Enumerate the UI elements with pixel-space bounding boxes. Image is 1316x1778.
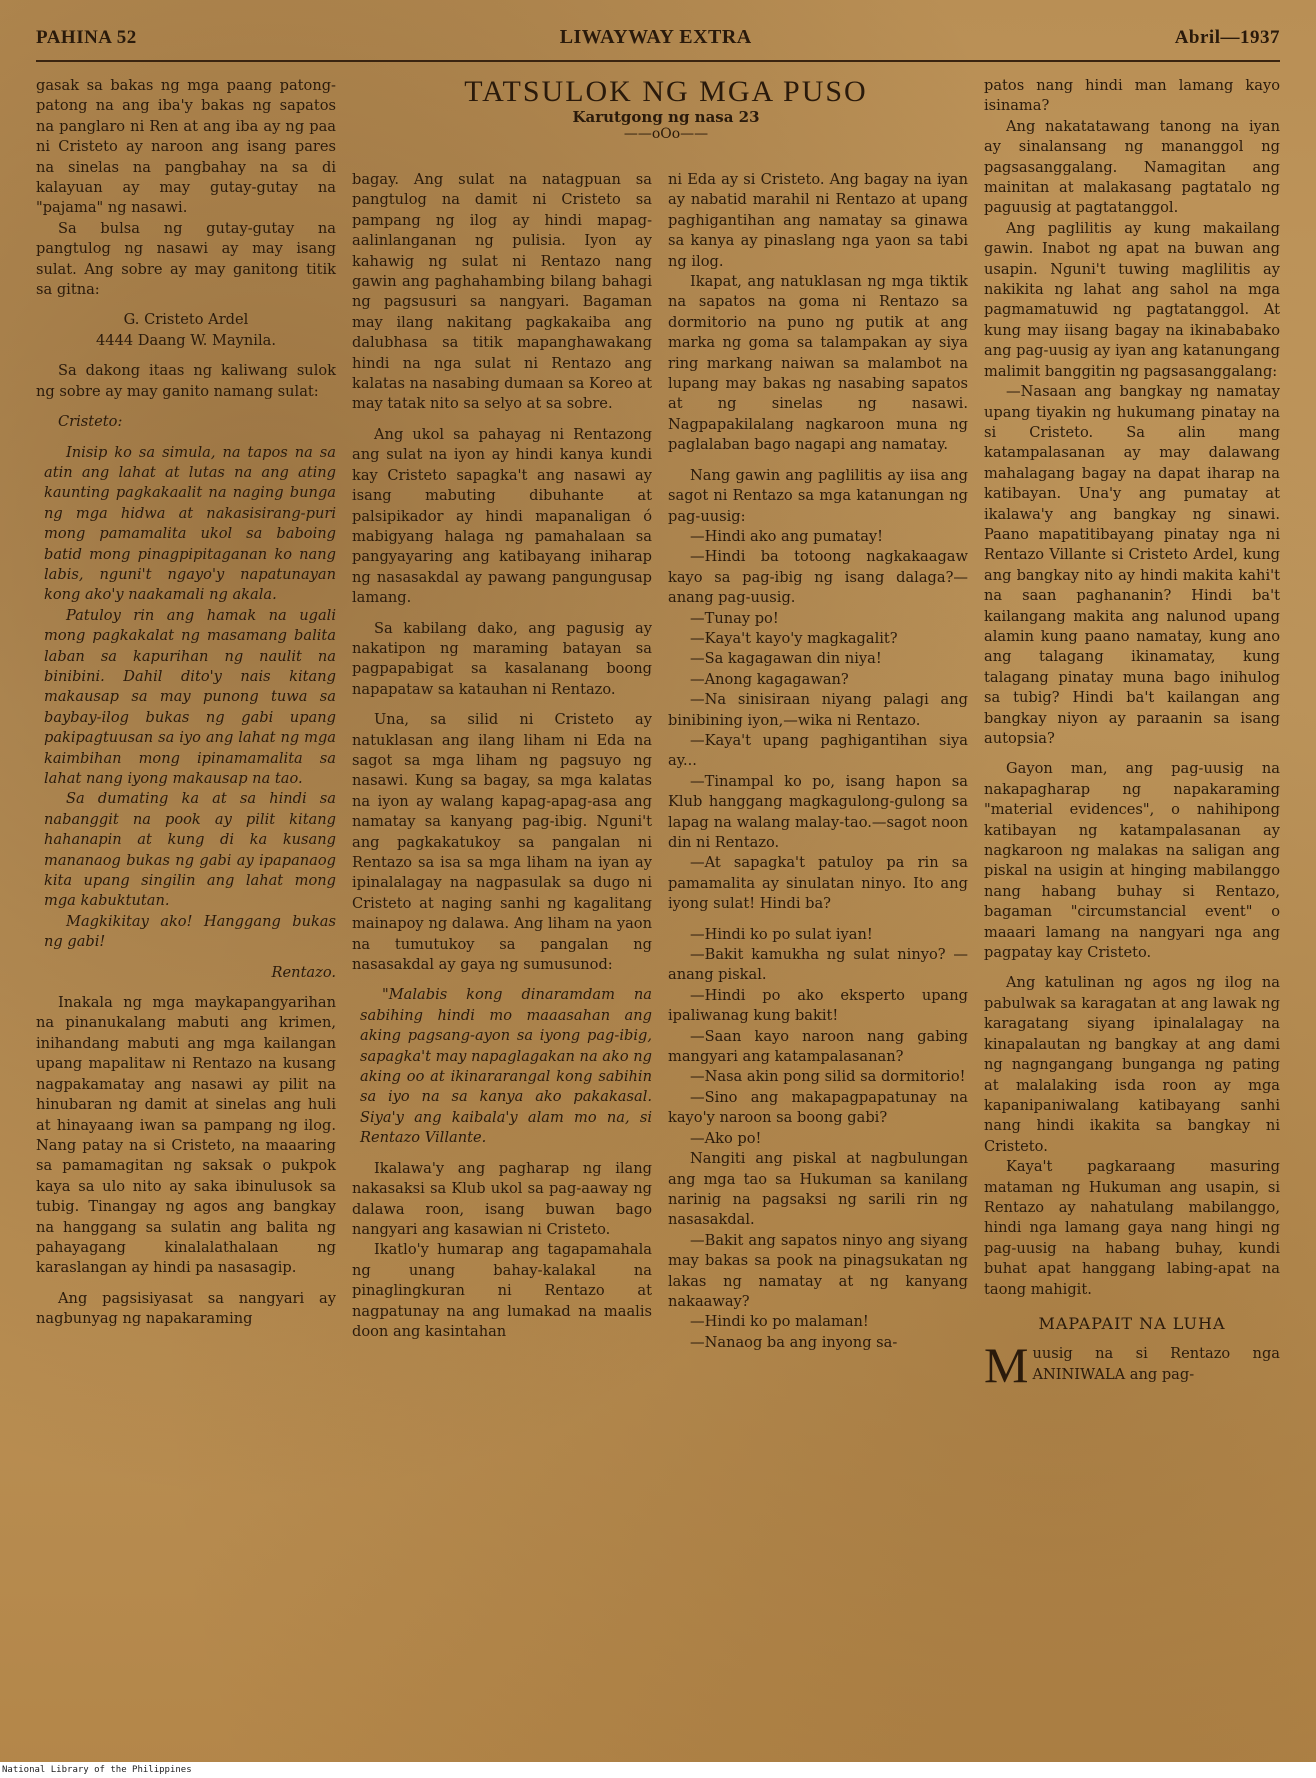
article-title: TATSULOK NG MGA PUSO (464, 75, 868, 108)
dialogue-line: —Hindi po ako eksperto upang ipaliwanag kung bakit! (668, 986, 968, 1025)
section-heading: MAPAPAIT NA LUHA (1038, 1313, 1226, 1333)
paragraph: ni Eda ay si Cristeto. Ang bagay na iyan ay nabatid marahil ni Rentazo at upang paghigantihan ang namatay sa ginawa sa kanya ay pinaslang nga yaon sa tabi ng ilog. (668, 171, 968, 270)
paragraph: Nang gawin ang paglilitis ay iisa ang sagot ni Rentazo sa mga katanungan ng pag-uusig: (668, 466, 968, 525)
paragraph: Gayon man, ang pag-uusig na nakapagharap ng napakaraming "material evidences", o nahihipong katibayan ng katampalasanan ay nagkaroon ng malakas na saligan ang piskal na usigin at hinging mabilanggo nang habang buhay si Rentazo, bagaman "circumstancial event" o maaari lamang na nangyari nga ang pagpatay kay Cristeto. (984, 760, 1280, 962)
letter-salutation: Cristeto: (58, 413, 123, 431)
archive-credit: National Library of the Philippines (0, 1762, 1316, 1778)
dialogue-line: —Tinampal ko po, isang hapon sa Klub hanggang magkagulong-gulong sa lapag na walang malay-tao.—sagot noon din ni Rentazo. (668, 772, 968, 851)
paragraph: Ikapat, ang natuklasan ng mga tiktik na sapatos na goma ni Rentazo sa dormitorio na puno ng putik at ang marka ng goma sa talampakan ay siya ring markang naiwan sa malambot na lupang may bakas ng nasabing sapatos at ng sinelas ng nasawi. Nagpapakilalang nagkaroon muna ng paglalaban bago nagapi ang namatay. (668, 273, 968, 454)
column-4 (984, 76, 1280, 1394)
paragraph: Ang nakatatawang tanong na iyan ay sinalansang ng mananggol ng pagsasanggalang. Namagitan ang mainitan at malakasang pagtatalo ng paguusig at pagtatanggol. (984, 117, 1280, 217)
dialogue-line: —Sino ang makapagpapatunay na kayo'y naroon sa boong gabi? (668, 1088, 968, 1127)
letter-paragraph: Sa dumating ka at sa hindi sa nabanggit na pook ay pilit kitang hahanapin at kung di ka kusang mananaog bukas ng gabi ay ipapanaog kita upang singilin ang lahat mong mga kabuktutan. (44, 790, 336, 910)
dialogue-line: —Tunay po! (690, 609, 779, 627)
paragraph: Kaya't pagkaraang masuring mataman ng Hukuman ang usapin, si Rentazo ay nahatulang mabilanggo, hindi nga lamang gaya nang hingi ng pag-uusig na habang buhay, kundi buhat apat hanggang labing-apat na taong mahigit. (984, 1158, 1280, 1298)
dialogue-line: —Hindi ko po malaman! (690, 1313, 869, 1331)
quoted-letter: "Malabis kong dinaramdam na sabihing hindi mo maaasahan ang aking pagsang-ayon sa iyong pag-ibig, sapagka't may napaglagakan na ako ng aking oo at ikinararangal kong sabihin sa iyo na sa kanya ako pakakasal. Siya'y ang kaibala'y alam mo na, si Rentazo Villante. (360, 986, 652, 1147)
letter-signature: Rentazo. (271, 963, 336, 981)
paragraph: —Nasaan ang bangkay ng namatay upang tiyakin ng hukumang pinatay na si Cristeto. Sa alin mang katampalasanan ay may dalawang mahalagang bagay na dapat iharap na katibayan. Una'y ang pumatay at ikalawa'y ang bangkay ng sinawi. Paano mapatitibayang pinatay nga ni Rentazo Villante si Cristeto Ardel, kung ang bangkay nito ay hindi makita kahi't na saan paghananin? Hindi ba't kailangang makita ang nalunod upang alamin kung paano namatay, kung ano ang talagang ikinamatay, kung talagang pinatay muna bago inihulog sa tubig? Hindi ba't kailangan ang bangkay niyon ay paraanin sa isang autopsia? (984, 383, 1280, 747)
ornament-divider: ——oOo—— (623, 126, 709, 142)
dialogue-line: —Ako po! (690, 1129, 762, 1147)
dialogue-line: —Kaya't upang paghigantihan siya ay... (668, 731, 968, 770)
dialogue-line: —Saan kayo naroon nang gabing mangyari ang katampalasanan? (668, 1027, 968, 1066)
dropcap-paragraph (984, 1337, 1280, 1394)
dialogue-line: —Sa kagagawan din niya! (690, 650, 882, 668)
paragraph: Ang paglilitis ay kung makailang gawin. Inabot ng apat na buwan ang usapin. Nguni't tuwing maglilitis ay nakikita ng lahat ang sahol na mga pagmamatuwid ng pagtatanggol. At kung may iisang bagay na ikinababako ang pag-uusig ay iyan ang katanungang malimit banggitin ng pagsasanggalang: (984, 219, 1280, 380)
paragraph: Sa bulsa ng gutay-gutay na pangtulog ng nasawi ay may isang sulat. Ang sobre ay may ganitong titik sa gitna: (36, 219, 336, 299)
dialogue-line: —Bakit kamukha ng sulat ninyo? — anang piskal. (668, 946, 968, 984)
issue-date: Abril—1937 (1174, 27, 1280, 48)
publication-name: LIWAYWAY EXTRA (559, 26, 752, 48)
column-1 (36, 76, 336, 1330)
letter-paragraph: Patuloy rin ang hamak na ugali mong pagkakalat ng masamang balita laban sa kapurihan ng naulit na binibini. Dahil dito'y nais kitang makausap sa may punong tuwa sa baybay-ilog bukas ng gabi upang pakipagtuusan sa iyo ang lahat ng mga kaimbihan mong ipinamamalita sa lahat nang iyong makausap na tao. (44, 606, 336, 787)
continuation-note: Karutgong ng nasa 23 (572, 108, 760, 126)
paragraph: Sa kabilang dako, ang pagusig ay nakatipon ng maraming batayan sa pagpapabigat sa kasalanang boong napapataw sa katauhan ni Rentazo. (352, 619, 652, 698)
envelope-address-street: 4444 Daang W. Maynila. (96, 331, 276, 349)
dialogue-line: —Na sinisiraan niyang palagi ang binibining iyon,—wika ni Rentazo. (668, 691, 968, 729)
paragraph: Nangiti ang piskal at nagbulungan ang mga tao sa Hukuman sa kanilang narinig na pagsaksi ng sarili rin ng nasasakdal. (668, 1150, 968, 1229)
paragraph: bagay. Ang sulat na natagpuan sa pangtulog na damit ni Cristeto sa pampang ng ilog ay hindi mapag-aalinlanganan ng pulisia. Iyon ay kahawig ng sulat ni Rentazo nang gawin ang paghahambing bilang bahagi ng pagsusuri sa nangyari. Bagaman may ilang nakitang pagkakaiba ang dalubhasa sa titik mapanghawakang hindi na nga sulat ni Rentazo ang kalatas na nasabing dumaan sa Koreo at may tatak nito sa selyo at sa sobre. (352, 171, 652, 413)
paragraph-start: uusig na si Rentazo nga ANINIWALA ang pag- (1032, 1345, 1280, 1383)
drop-cap-letter: M (984, 1337, 1029, 1394)
article-body (36, 76, 1280, 1736)
paragraph: Ikatlo'y humarap ang tagapamahala ng unang bahay-kalakal na pinaglingkuran ni Rentazo at nagpatunay na ang lumakad na maalis doon ang kasintahan (352, 1241, 652, 1340)
paragraph: Ang pagsisiyasat sa nangyari ay nagbunyag ng napakaraming (36, 1289, 336, 1328)
paragraph: patos nang hindi man lamang kayo isinama? (984, 77, 1280, 115)
paragraph: gasak sa bakas ng mga paang patong-patong na ang iba'y bakas ng sapatos na panglaro ni Ren at ang iba ay ng paa ni Cristeto ay naroon ang isang pares na sinelas na pangbahay na sa di kalayuan ay may gutay-gutay na "pajama" ng nasawi. (36, 77, 336, 217)
page-number: PAHINA 52 (36, 27, 137, 48)
paragraph: Una, sa silid ni Cristeto ay natuklasan ang ilang liham ni Eda na sagot sa mga liham ng pagsuyo ng nasawi. Kung sa bagay, sa mga kalatas na iyon ay walang kapag-apag-asa ang namatay sa kanyang pag-ibig. Nguni't ang pagkakatukoy sa pangalan ni Rentazo sa isa sa mga liham na iyan ay ipinalalagay na nagpasulak sa dugo ni Cristeto at naging sanhi ng kagalitang mainapoy ng dalawa. Ang liham na yaon na tumutukoy sa pangalan ng nasasakdal ay gaya ng sumusunod: (352, 711, 652, 974)
dialogue-line: —Anong kagagawan? (690, 670, 849, 688)
dialogue-line: —Nanaog ba ang inyong sa- (690, 1333, 898, 1351)
article-title-block (416, 76, 916, 142)
dialogue-line: —Kaya't kayo'y magkagalit? (690, 629, 898, 647)
dialogue-line: —At sapagka't patuloy pa rin sa pamamalita ay sinulatan ninyo. Ito ang iyong sulat! Hindi ba? (668, 854, 968, 913)
paragraph: Ikalawa'y ang pagharap ng ilang nakasaksi sa Klub ukol sa pag-aaway ng dalawa roon, isang buwan bago nangyari ang kasawian ni Cristeto. (352, 1159, 652, 1238)
dialogue-line: —Bakit ang sapatos ninyo ang siyang may bakas sa pook na pinagsukatan ng lakas ng namatay at ng kanyang nakaaway? (668, 1231, 968, 1310)
paragraph: Ang katulinan ng agos ng ilog na pabulwak sa karagatan at ang lawak ng karagatang siyang ipinalalagay na kinapalautan ng bangkay at ang dami ng nagngangang bunganga ng pating at malalaking isda roon ay mga kapanipaniwalang katibayang sanhi nang hindi ikakita sa bangkay ni Cristeto. (984, 974, 1280, 1155)
dialogue-line: —Hindi ba totoong nagkakaagaw kayo sa pag-ibig ng isang dalaga?—anang pag-uusig. (668, 548, 968, 607)
letter-paragraph: Magkikitay ako! Hanggang bukas ng gabi! (44, 912, 336, 951)
page-header (36, 26, 1280, 62)
column-2 (352, 170, 652, 1342)
paragraph: Inakala ng mga maykapangyarihan na pinanukalang mabuti ang krimen, inihandang mabuti ang mga kailangan upang mapalitaw ni Rentazo na kusang nagpakamatay ang nasawi ay pilit na hinubaran ng damit at sinelas ang huli at hinayaang iwan sa pampang ng ilog. Nang patay na si Cristeto, na maaaring sa pamamagitan ng saksak o pukpok kaya sa ulo nito ay saka ibinulusok sa tubig. Tinangay ng agos ang bangkay na hanggang sa sulatin ang balita ng pahayagang kinalalathalaan ng karaslangan ay hindi pa nasasagip. (36, 994, 336, 1277)
dialogue-line: —Hindi ako ang pumatay! (690, 527, 884, 545)
paragraph: Sa dakong itaas ng kaliwang sulok ng sobre ay may ganito namang sulat: (36, 362, 336, 400)
dialogue-line: —Hindi ko po sulat iyan! (690, 925, 873, 943)
letter-paragraph: Inisip ko sa simula, na tapos na sa atin ang lahat at lutas na ang ating kaunting pagkakaalit na naging bunga ng mga hidwa at nakasisirang-puri mong pamamalita ukol sa baboing batid mong pinagpipitaganan ko nang labis, nguni't ngayo'y napatunayan kong ako'y naakamali ng akala. (44, 443, 336, 604)
paragraph: Ang ukol sa pahayag ni Rentazong ang sulat na iyon ay hindi kanya kundi kay Cristeto sapagka't ang nasawi ay isang mabuting dibuhante at palsipikador ay hindi mapanaligan ó mabigyang halaga ng pamahalaan sa pangyayaring ang katibayang iniharap ng nasasakdal ay pawang pangungusap lamang. (352, 425, 652, 607)
dialogue-line: —Nasa akin pong silid sa dormitorio! (690, 1068, 966, 1086)
envelope-address-name: G. Cristeto Ardel (123, 311, 249, 329)
column-3 (668, 170, 968, 1353)
